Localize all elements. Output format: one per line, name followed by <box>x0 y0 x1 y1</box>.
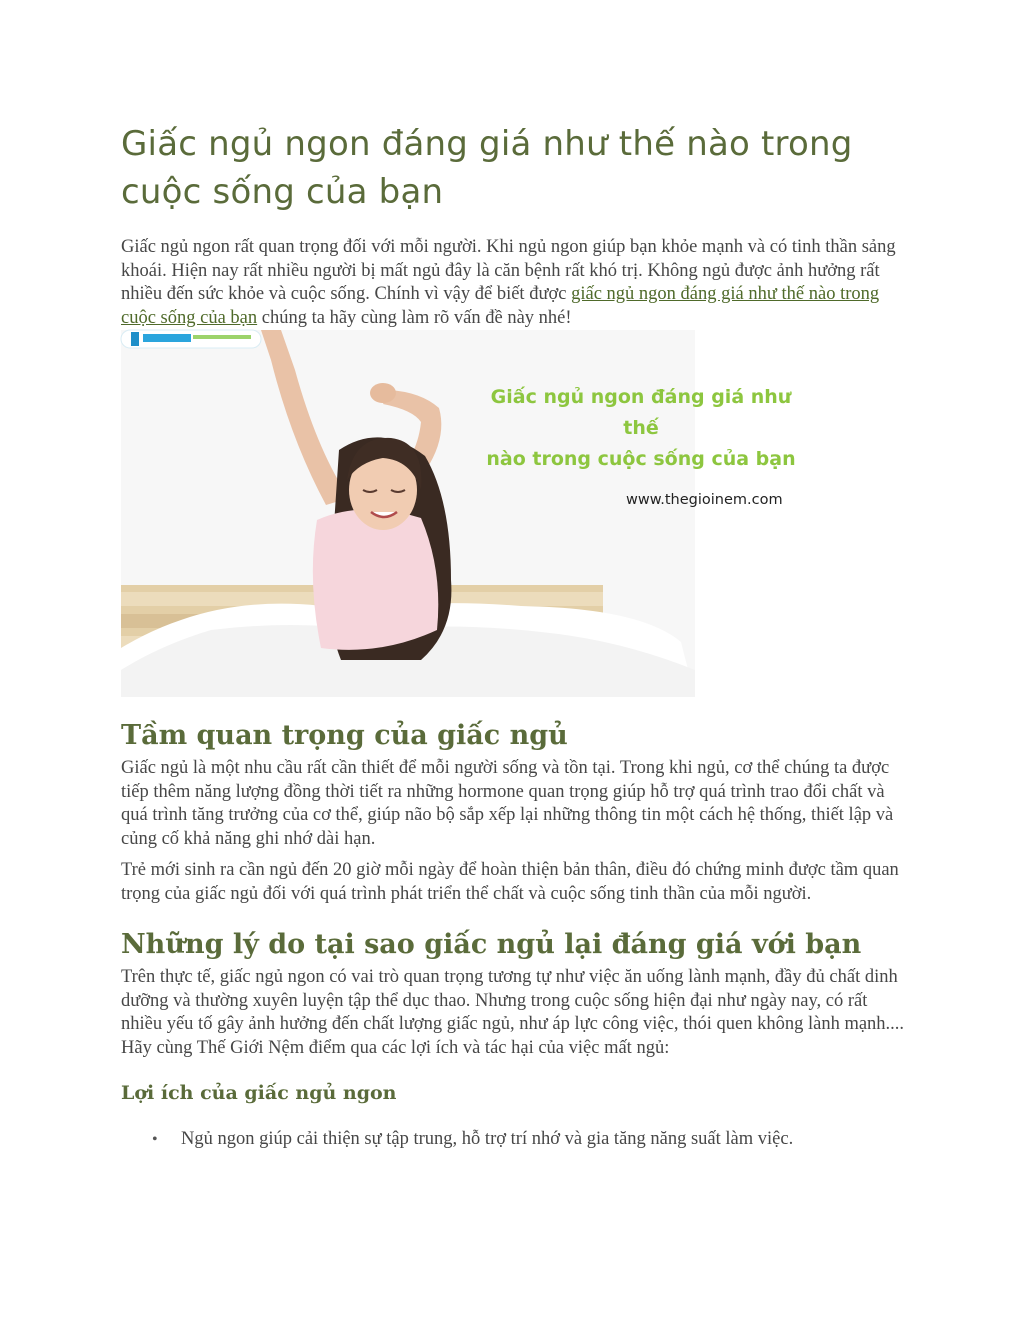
intro-text-start: Giấc ngủ ngon rất quan trọng đối với mỗi người. Khi ngủ ngon giúp bạn khỏe mạnh và có tinh thần sảng khoái. Hiện nay rất nhiều người bị mất ngủ đây là căn bệnh rất khó trị. Không ngủ được ảnh hưởng rất nhiều đến sức khỏe và cuộc sống. Chính vì vậy để biết được <box>121 237 896 304</box>
intro-text-end: chúng ta hãy cùng làm rõ vấn đề này nhé! <box>257 307 572 328</box>
section1-paragraph-2: Trẻ mới sinh ra cần ngủ đến 20 giờ mỗi ngày để hoàn thiện bản thân, điều đó chứng minh được tầm quan trọng của giấc ngủ đối với quá trình phát triển thể chất và cuộc sống tinh thần của mỗi người. <box>121 860 899 904</box>
article-inline-link[interactable]: giấc ngủ ngon đáng giá như thế nào trong cuộc sống của bạn <box>121 284 880 328</box>
hero-caption-line2: nào trong cuộc sống của bạn <box>486 448 796 470</box>
subheading-benefits: Lợi ích của giấc ngủ ngon <box>121 1082 397 1104</box>
section2-paragraph-1: Trên thực tế, giấc ngủ ngon có vai trò quan trọng tương tự như việc ăn uống lành mạnh, đầy đủ chất dinh dưỡng và thường xuyên luyện tập thể dục thao. Nhưng trong cuộc sống hiện đại như ngày nay, có rất nhiều yếu tố gây ảnh hưởng đến chất lượng giấc ngủ, như áp lực công việc, thói quen không lành mạnh.... Hãy cùng Thế Giới Nệm điểm qua các lợi ích và tác hại của việc mất ngủ: <box>121 967 905 1058</box>
benefits-list <box>121 1128 911 1152</box>
site-logo-icon <box>121 330 261 348</box>
hero-caption <box>481 382 801 475</box>
hero-image <box>121 330 796 697</box>
section-heading-importance: Tầm quan trọng của giấc ngủ <box>121 720 568 751</box>
hero-caption-line1: Giấc ngủ ngon đáng giá như thế <box>490 386 792 439</box>
section1-paragraph-1: Giấc ngủ là một nhu cầu rất cần thiết để mỗi người sống và tồn tại. Trong khi ngủ, cơ thể chúng ta được tiếp thêm năng lượng đồng thời tiết ra những hormone quan trọng giúp hỗ trợ quá trình trao đổi chất và quá trình tăng trưởng của cơ thể, giúp não bộ sắp xếp lại những thông tin một cách hệ thống, thiết lập và củng cố khả năng ghi nhớ dài hạn. <box>121 758 894 849</box>
section-heading-reasons: Những lý do tại sao giấc ngủ lại đáng giá với bạn <box>121 929 862 960</box>
article-title: Giấc ngủ ngon đáng giá như thế nào trong cuộc sống của bạn <box>121 124 853 212</box>
hero-url-text: www.thegioinem.com <box>626 492 783 508</box>
list-item: • Ngủ ngon giúp cải thiện sự tập trung, hỗ trợ trí nhớ và gia tăng năng suất làm việc. <box>181 1128 911 1152</box>
document-page <box>121 120 911 1152</box>
intro-paragraph <box>121 236 911 330</box>
